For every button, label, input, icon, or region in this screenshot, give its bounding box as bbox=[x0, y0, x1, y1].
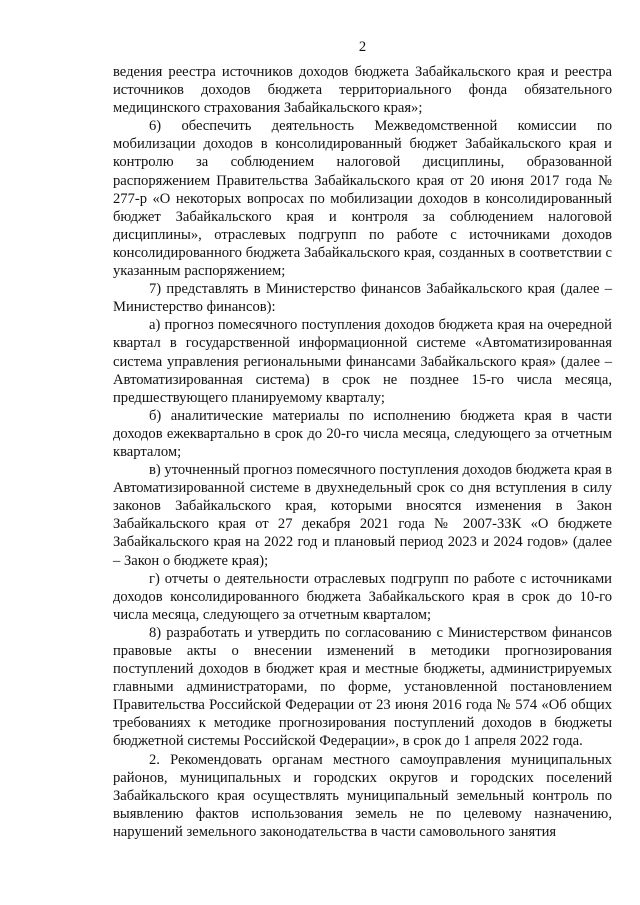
paragraph-item-8-methods: 8) разработать и утвердить по согласованию с Министерством финансов правовые акты о внесении изменений в методики прогнозирования поступлений доходов в бюджет края и местные бюджеты, администрируемых главными администраторами, по форме, установленной постановлением Правительства Российской Федерации от 23 июня 2016 года № 574 «Об общих требованиях к методике прогнозирования поступлений доходов в бюджеты бюджетной системы Российской Федерации», в срок до 1 апреля 2022 года. bbox=[113, 624, 612, 750]
paragraph-registry-continuation: ведения реестра источников доходов бюджета Забайкальского края и реестра источников доходов бюджета территориального фонда обязательного медицинского страхования Забайкальского края»; bbox=[113, 64, 612, 117]
paragraph-subitem-g-reports: г) отчеты о деятельности отраслевых подгрупп по работе с источниками доходов консолидированного бюджета Забайкальского края в срок до 10-го числа месяца, следующего за отчетным кварталом; bbox=[113, 570, 612, 623]
paragraph-item-6-commission: 6) обеспечить деятельность Межведомственной комиссии по мобилизации доходов в консолидированный бюджет Забайкальского края и контролю за соблюдением налоговой дисциплины, образованной распоряжением Правительства Забайкальского края от 20 июня 2017 года № 277-р «О некоторых вопросах по мобилизации доходов в консолидированный бюджет Забайкальского края и контроля за соблюдением налоговой дисциплины», отраслевых подгрупп по работе с источниками доходов консолидированного бюджета Забайкальского края, созданных в соответствии с указанным распоряжением; bbox=[113, 118, 612, 280]
document-page bbox=[113, 38, 612, 841]
paragraph-section-2-recommendation: 2. Рекомендовать органам местного самоуправления муниципальных районов, муниципальных и городских округов и городских поселений Забайкальского края осуществлять муниципальный земельный контроль по выявлению фактов использования земель не по целевому назначению, нарушений земельного законодательства в части самовольного занятия bbox=[113, 751, 612, 840]
paragraph-subitem-a-forecast: а) прогноз помесячного поступления доходов бюджета края на очередной квартал в государственной информационной системе «Автоматизированная система управления региональными финансами Забайкальского края» (далее – Автоматизированная система) в срок не позднее 15-го числа месяца, предшествующего планируемому кварталу; bbox=[113, 317, 612, 406]
paragraph-subitem-v-updated-forecast: в) уточненный прогноз помесячного поступления доходов бюджета края в Автоматизированной системе в двухнедельный срок со дня вступления в силу законов Забайкальского края, которыми вносятся изменения в Закон Забайкальского края от 27 декабря 2021 года № 2007-ЗЗК «О бюджете Забайкальского края на 2022 год и плановый период 2023 и 2024 годов» (далее – Закон о бюджете края); bbox=[113, 462, 612, 569]
page-number: 2 bbox=[358, 39, 367, 55]
paragraph-item-7-reporting: 7) представлять в Министерство финансов Забайкальского края (далее – Министерство финансов): bbox=[113, 281, 612, 316]
paragraph-subitem-b-analytics: б) аналитические материалы по исполнению бюджета края в части доходов ежеквартально в срок до 20-го числа месяца, следующего за отчетным кварталом; bbox=[113, 407, 612, 460]
